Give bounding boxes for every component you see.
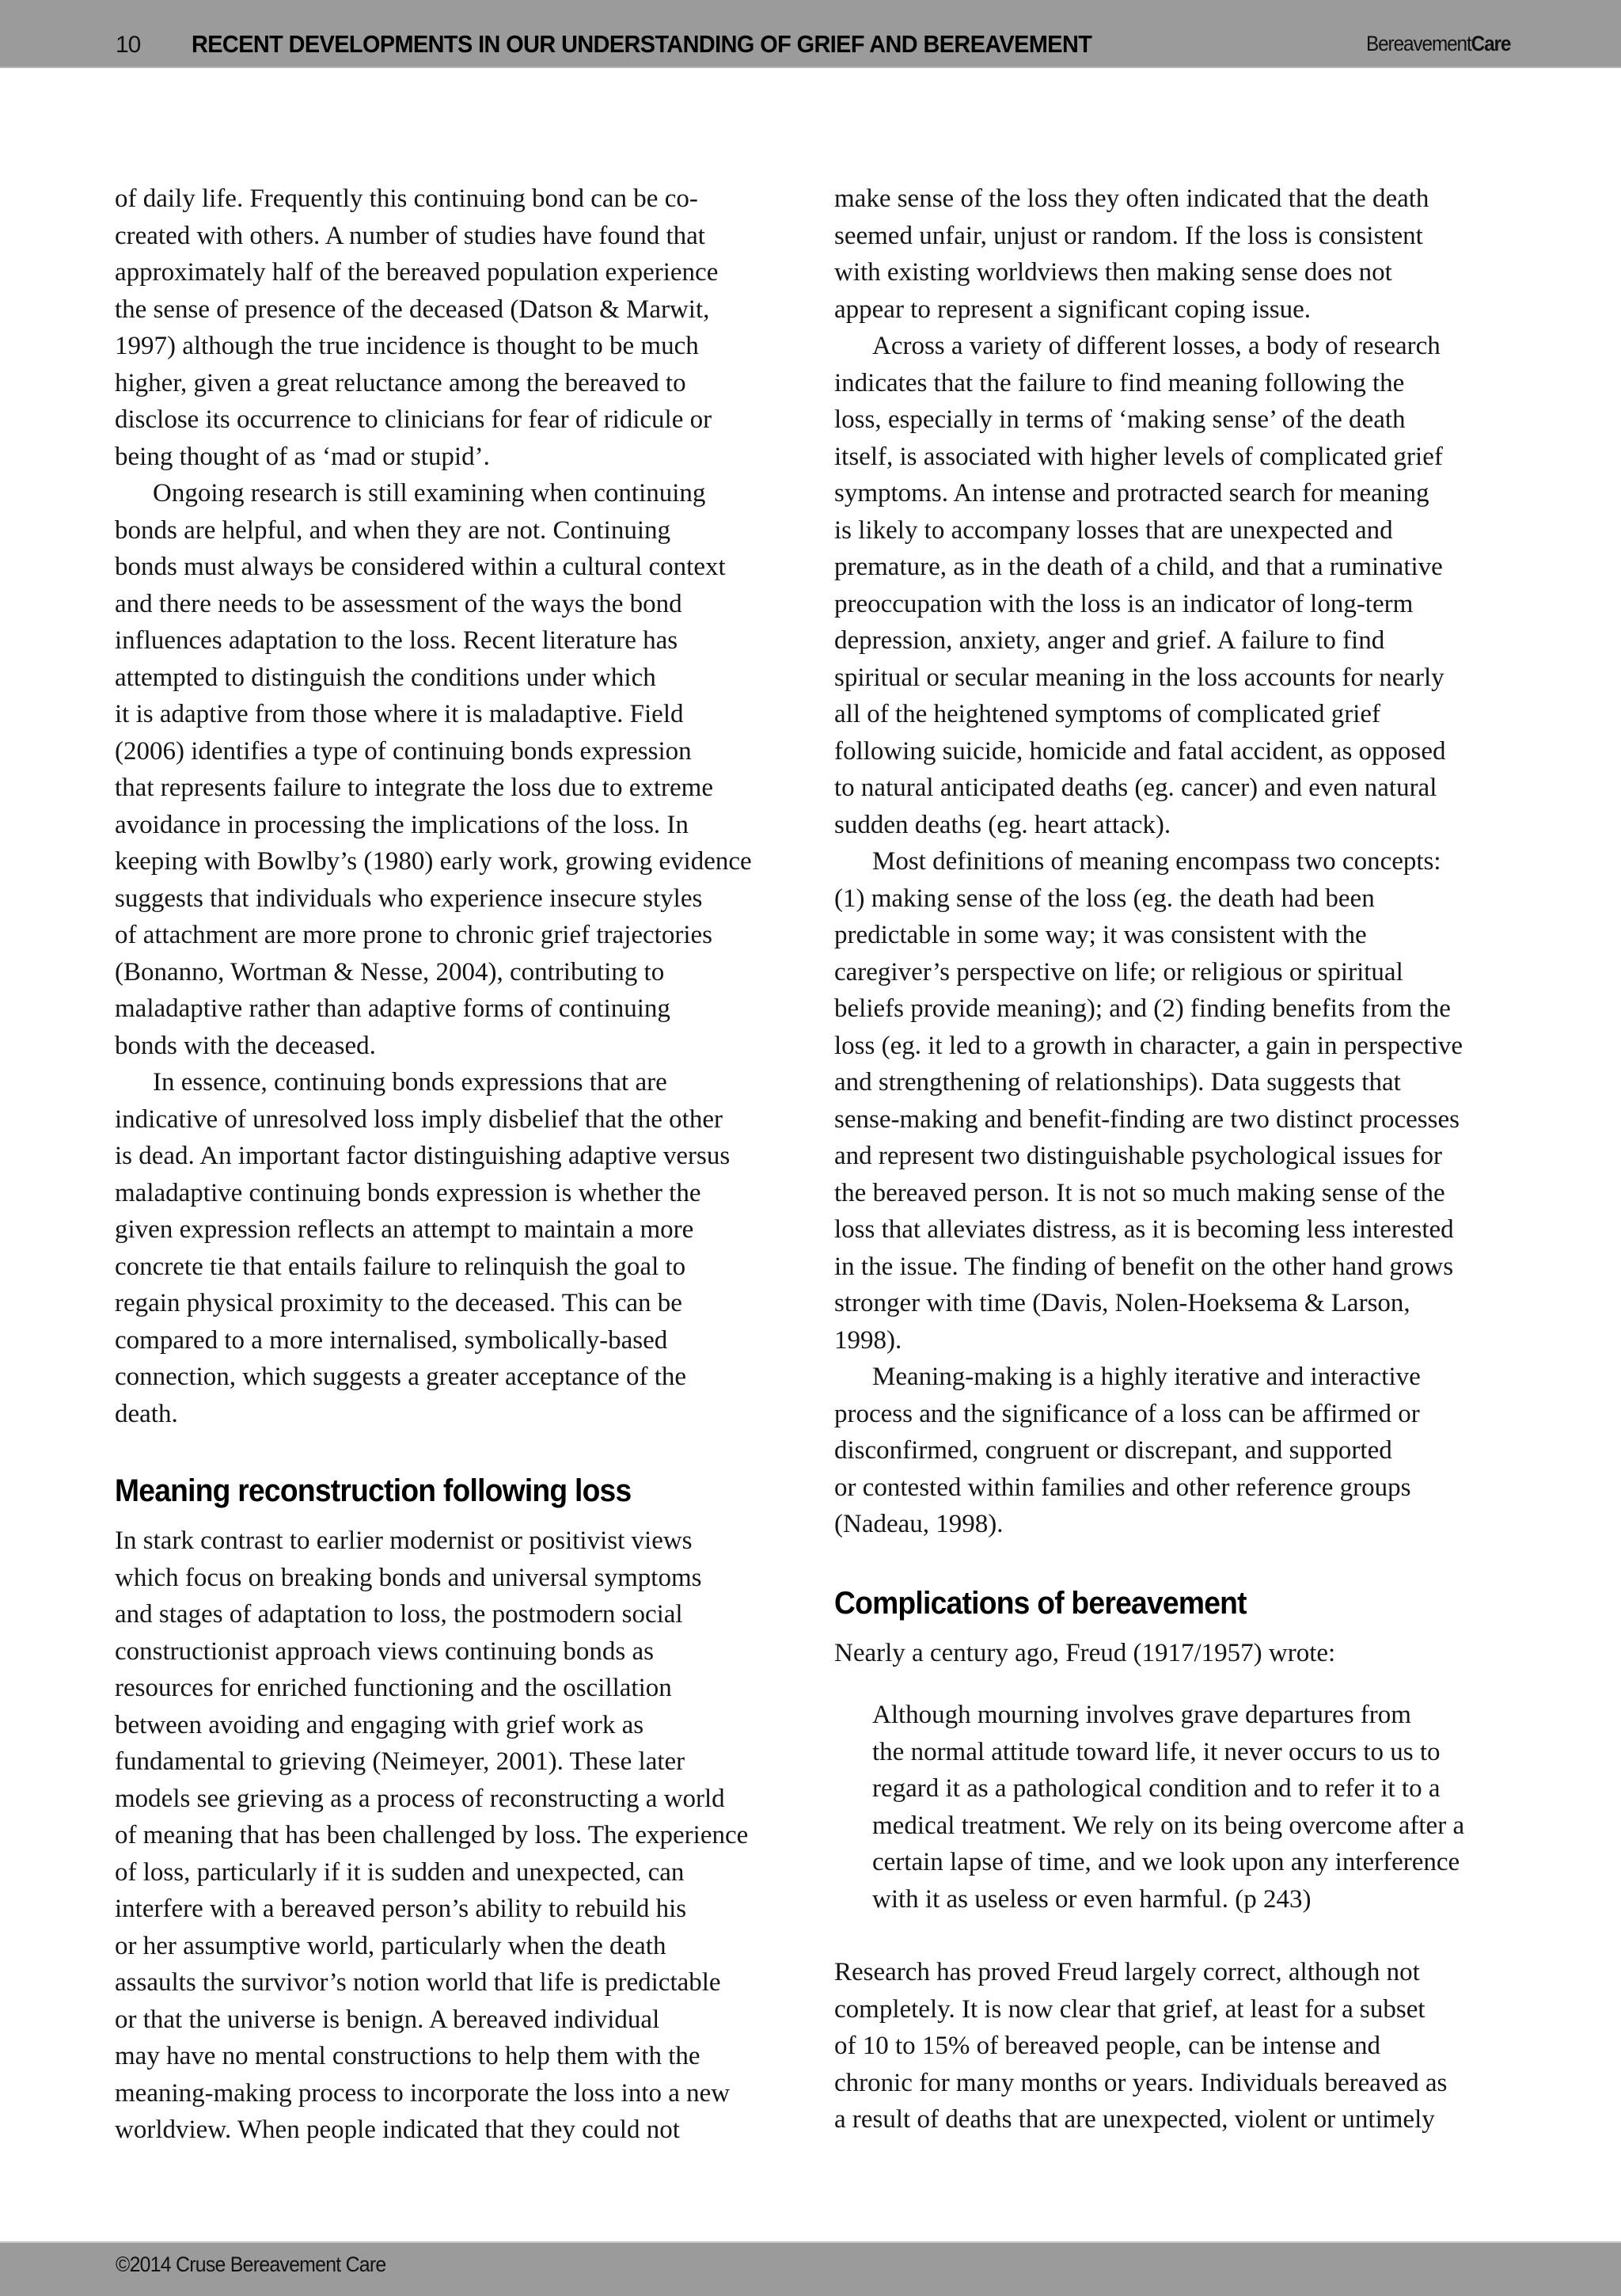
text-line: given expression reflects an attempt to maintain a more (115, 1215, 694, 1244)
text-line: which focus on breaking bonds and universal symptoms (115, 1563, 702, 1592)
text-line: depression, anxiety, anger and grief. A failure to find (834, 626, 1385, 655)
page-number: 10 (116, 32, 141, 58)
text-line: loss (eg. it led to a growth in character, a gain in perspective (834, 1031, 1463, 1060)
text-line: caregiver’s perspective on life; or religious or spiritual (834, 957, 1403, 986)
text-line: spiritual or secular meaning in the loss accounts for nearly (834, 663, 1444, 692)
text-line: or contested within families and other reference groups (834, 1473, 1411, 1502)
text-line: preoccupation with the loss is an indicator of long-term (834, 589, 1414, 618)
text-line: Across a variety of different losses, a body of research (872, 332, 1441, 360)
text-line: bonds must always be considered within a cultural context (115, 553, 726, 581)
text-line: Ongoing research is still examining when continuing (153, 479, 706, 507)
text-line: (1) making sense of the loss (eg. the death had been (834, 884, 1375, 913)
text-line: symptoms. An intense and protracted search for meaning (834, 479, 1429, 507)
text-line: indicates that the failure to find meaning following the (834, 368, 1405, 397)
text-line: suggests that individuals who experience insecure styles (115, 884, 703, 913)
text-line: that represents failure to integrate the loss due to extreme (115, 774, 713, 802)
text-line: regard it as a pathological condition and to refer it to a (872, 1774, 1441, 1803)
text-line: of loss, particularly if it is sudden and unexpected, can (115, 1857, 685, 1887)
journal-logo-regular: Bereavement (1366, 32, 1471, 55)
text-line: higher, given a great reluctance among the bereaved to (115, 368, 686, 397)
text-line: loss that alleviates distress, as it is becoming less interested (834, 1215, 1454, 1244)
text-line: approximately half of the bereaved population experience (115, 258, 719, 287)
left-column (115, 181, 811, 2149)
text-line: or her assumptive world, particularly when the death (115, 1931, 666, 1960)
block-quote (834, 1697, 1531, 1918)
text-line: and represent two distinguishable psychological issues for (834, 1142, 1443, 1170)
paragraph (115, 1064, 811, 1432)
text-line: influences adaptation to the loss. Recent literature has (115, 626, 678, 655)
text-line: interfere with a bereaved person’s ability to rebuild his (115, 1895, 687, 1923)
paragraph (115, 475, 811, 1064)
text-line: appear to represent a significant coping issue. (834, 295, 1312, 324)
text-line: chronic for many months or years. Individuals bereaved as (834, 2068, 1448, 2097)
paragraph (834, 1954, 1531, 2138)
text-line: compared to a more internalised, symbolically-based (115, 1325, 668, 1355)
text-line: between avoiding and engaging with grief work as (115, 1710, 644, 1739)
text-line: resources for enriched functioning and the oscillation (115, 1674, 672, 1702)
text-line: the sense of presence of the deceased (Datson & Marwit, (115, 295, 710, 324)
text-line: and strengthening of relationships). Data suggests that (834, 1068, 1401, 1097)
text-line: indicative of unresolved loss imply disbelief that the other (115, 1104, 723, 1134)
text-line: completely. It is now clear that grief, at least for a subset (834, 1994, 1425, 2024)
text-line: a result of deaths that are unexpected, violent or untimely (834, 2105, 1435, 2134)
text-line: (2006) identifies a type of continuing bonds expression (115, 736, 692, 766)
text-line: bonds are helpful, and when they are not. Continuing (115, 515, 671, 545)
paragraph (834, 843, 1531, 1359)
text-line: premature, as in the death of a child, and that a ruminative (834, 553, 1443, 581)
text-line: in the issue. The finding of benefit on the other hand grows (834, 1252, 1454, 1281)
text-line: following suicide, homicide and fatal accident, as opposed (834, 736, 1446, 766)
text-line: of attachment are more prone to chronic grief trajectories (115, 921, 712, 949)
text-line: with it as useless or even harmful. (p 243) (872, 1884, 1312, 1914)
text-line: attempted to distinguish the conditions under which (115, 663, 656, 692)
text-line: (Bonanno, Wortman & Nesse, 2004), contributing to (115, 957, 665, 986)
text-line: to natural anticipated deaths (eg. cancer) and even natural (834, 774, 1437, 802)
text-line: maladaptive continuing bonds expression is whether the (115, 1178, 701, 1207)
text-line: Although mourning involves grave departures from (872, 1701, 1411, 1729)
text-line: disclose its occurrence to clinicians for fear of ridicule or (115, 405, 712, 434)
text-line: sense-making and benefit-finding are two distinct processes (834, 1104, 1460, 1134)
text-line: it is adaptive from those where it is maladaptive. Field (115, 700, 684, 728)
text-line: Research has proved Freud largely correct, although not (834, 1958, 1420, 1986)
paragraph (834, 1635, 1531, 1672)
paragraph (115, 1522, 811, 2149)
text-line: medical treatment. We rely on its being overcome after a (872, 1811, 1465, 1840)
paragraph (115, 181, 811, 475)
text-line: make sense of the loss they often indicated that the death (834, 184, 1429, 213)
paragraph (834, 181, 1531, 328)
text-line: death. (115, 1399, 178, 1428)
running-header (0, 0, 1621, 68)
text-line: is likely to accompany losses that are unexpected and (834, 515, 1393, 545)
text-line: being thought of as ‘mad or stupid’. (115, 442, 490, 471)
text-line: may have no mental constructions to help them with the (115, 2042, 700, 2070)
text-line: worldview. When people indicated that they could not (115, 2115, 680, 2144)
text-line: regain physical proximity to the deceased. This can be (115, 1289, 682, 1317)
text-line: created with others. A number of studies have found that (115, 221, 705, 250)
text-line: of 10 to 15% of bereaved people, can be intense and (834, 2032, 1380, 2060)
text-line: is dead. An important factor distinguishing adaptive versus (115, 1142, 731, 1170)
text-line: Most definitions of meaning encompass two concepts: (872, 847, 1441, 876)
text-line: (Nadeau, 1998). (834, 1510, 1004, 1538)
text-line: sudden deaths (eg. heart attack). (834, 810, 1171, 839)
text-line: bonds with the deceased. (115, 1031, 376, 1060)
running-title: RECENT DEVELOPMENTS IN OUR UNDERSTANDING OF GRIEF AND BEREAVEMENT (192, 30, 1092, 58)
spacer (834, 1918, 1531, 1954)
text-line: the normal attitude toward life, it never occurs to us to (872, 1737, 1441, 1766)
text-line: connection, which suggests a greater acceptance of the (115, 1363, 687, 1391)
text-line: 1998). (834, 1325, 902, 1355)
text-line: meaning-making process to incorporate the loss into a new (115, 2078, 731, 2108)
journal-logo (1366, 32, 1510, 56)
paragraph (834, 1359, 1531, 1543)
text-line: certain lapse of time, and we look upon any interference (872, 1848, 1460, 1876)
text-line: predictable in some way; it was consistent with the (834, 921, 1367, 949)
text-line: and stages of adaptation to loss, the postmodern social (115, 1600, 683, 1629)
text-line: beliefs provide meaning); and (2) finding benefits from the (834, 994, 1451, 1023)
text-line: In essence, continuing bonds expressions that are (153, 1068, 667, 1097)
text-line: Nearly a century ago, Freud (1917/1957) wrote: (834, 1638, 1336, 1667)
copyright: ©2014 Cruse Bereavement Care (116, 2252, 386, 2276)
text-line: 1997) although the true incidence is thought to be much (115, 332, 699, 360)
right-column (834, 181, 1531, 2138)
text-line: and there needs to be assessment of the ways the bond (115, 589, 682, 618)
paragraph (834, 328, 1531, 843)
section-heading: Complications of bereavement (834, 1585, 1247, 1621)
text-line: fundamental to grieving (Neimeyer, 2001). These later (115, 1747, 685, 1776)
text-line: In stark contrast to earlier modernist or positivist views (115, 1526, 693, 1555)
text-line: process and the significance of a loss can be affirmed or (834, 1399, 1420, 1428)
text-line: loss, especially in terms of ‘making sense’ of the death (834, 405, 1406, 434)
text-line: Meaning-making is a highly iterative and interactive (872, 1363, 1421, 1391)
section-heading: Meaning reconstruction following loss (115, 1473, 632, 1508)
footer (0, 2241, 1621, 2296)
text-line: models see grieving as a process of reconstructing a world (115, 1784, 725, 1813)
text-line: stronger with time (Davis, Nolen-Hoeksema & Larson, (834, 1289, 1410, 1317)
text-line: of meaning that has been challenged by loss. The experience (115, 1821, 749, 1849)
text-line: of daily life. Frequently this continuing bond can be co- (115, 184, 698, 213)
text-line: concrete tie that entails failure to relinquish the goal to (115, 1252, 686, 1281)
text-line: or that the universe is benign. A bereaved individual (115, 2005, 660, 2034)
text-line: avoidance in processing the implications of the loss. In (115, 810, 689, 839)
text-line: all of the heightened symptoms of complicated grief (834, 700, 1381, 728)
spacer (834, 1671, 1531, 1697)
text-line: maladaptive rather than adaptive forms of continuing (115, 994, 670, 1023)
journal-logo-bold: Care (1471, 32, 1511, 55)
text-line: seemed unfair, unjust or random. If the loss is consistent (834, 221, 1423, 250)
text-line: with existing worldviews then making sense does not (834, 258, 1392, 287)
text-line: keeping with Bowlby’s (1980) early work, growing evidence (115, 847, 752, 876)
text-line: constructionist approach views continuing bonds as (115, 1636, 654, 1666)
text-line: the bereaved person. It is not so much making sense of the (834, 1178, 1445, 1207)
text-line: disconfirmed, congruent or discrepant, and supported (834, 1436, 1392, 1465)
text-line: itself, is associated with higher levels of complicated grief (834, 442, 1443, 471)
text-line: assaults the survivor’s notion world that life is predictable (115, 1968, 721, 1997)
